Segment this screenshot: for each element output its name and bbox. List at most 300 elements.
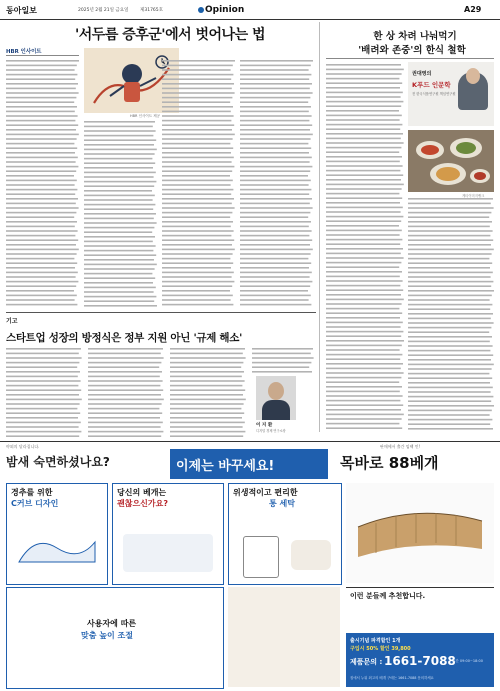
- text-line: [6, 435, 79, 437]
- text-line: [170, 385, 242, 387]
- text-line: [162, 170, 232, 172]
- text-line: [408, 276, 491, 278]
- ad-feature-1: [6, 483, 108, 585]
- text-line: [240, 180, 311, 182]
- text-line: [6, 230, 78, 232]
- text-line: [6, 244, 76, 246]
- text-line: [326, 184, 404, 186]
- text-line: [162, 111, 231, 113]
- text-line: [162, 124, 234, 126]
- text-line: [326, 395, 403, 397]
- text-line: [84, 139, 156, 141]
- text-line: [240, 83, 312, 85]
- text-line: [6, 207, 79, 209]
- text-line: [408, 382, 490, 384]
- text-line: [170, 403, 244, 405]
- text-line: [84, 245, 156, 247]
- text-line: [162, 216, 230, 218]
- text-line: [326, 128, 400, 130]
- text-line: [170, 417, 242, 419]
- text-line: [170, 371, 244, 373]
- section-label: Opinion: [205, 5, 245, 15]
- ad-feature-4-sub: 맞춤 높이 조절: [81, 631, 133, 640]
- text-line: [6, 235, 75, 237]
- text-line: [252, 353, 311, 355]
- text-line: [326, 427, 402, 429]
- text-line: [84, 153, 155, 155]
- text-line: [6, 431, 81, 433]
- text-line: [84, 222, 157, 224]
- text-line: [6, 253, 77, 255]
- text-line: [408, 262, 492, 264]
- ad-rule: [0, 441, 500, 442]
- text-line: [88, 366, 159, 368]
- text-line: [408, 373, 489, 375]
- text-line: [6, 212, 76, 214]
- text-line: [6, 249, 79, 251]
- text-line: [6, 290, 74, 292]
- text-line: [88, 353, 161, 355]
- text-line: [162, 138, 233, 140]
- contributor-name: 이 지 환: [256, 423, 273, 428]
- text-line: [162, 272, 234, 274]
- text-line: [326, 308, 399, 310]
- text-line: [162, 147, 233, 149]
- text-line: [326, 262, 401, 264]
- ad-lifestyle-image: [228, 587, 340, 687]
- issue-number: 제31765호: [140, 8, 164, 13]
- text-line: [326, 220, 401, 222]
- text-line: [326, 110, 399, 112]
- text-line: [162, 235, 231, 237]
- text-line: [326, 280, 403, 282]
- ad-feature-2-image: [123, 534, 213, 572]
- text-line: [6, 389, 81, 391]
- text-line: [240, 175, 308, 177]
- editorial-headline: '서두름 증후군'에서 벗어나는 법: [75, 27, 266, 43]
- illustration-caption: HBR 인사이트 제공: [130, 114, 160, 118]
- ad-product-box: [334, 449, 494, 479]
- text-line: [162, 65, 233, 67]
- text-line: [326, 418, 402, 420]
- text-line: [162, 276, 232, 278]
- ad-feature-3-title: 위생적이고 편리한: [233, 488, 298, 497]
- text-line: [240, 212, 310, 214]
- text-line: [84, 208, 153, 210]
- text-line: [326, 142, 404, 144]
- ad-banner: [170, 449, 328, 479]
- ad-recommend-box: [346, 587, 494, 630]
- text-line: [326, 381, 399, 383]
- ad-product-name: 목바로 88베개: [340, 454, 439, 472]
- text-line: [170, 394, 243, 396]
- text-line: [6, 348, 81, 350]
- text-line: [240, 226, 309, 228]
- text-line: [170, 412, 244, 414]
- text-line: [240, 124, 312, 126]
- text-line: [326, 423, 399, 425]
- text-line: [162, 83, 234, 85]
- text-line: [88, 422, 163, 424]
- text-line: [6, 362, 79, 364]
- text-line: [408, 345, 493, 347]
- text-line: [408, 336, 492, 338]
- ad-price-label: 출시기념 파격할인 1개: [350, 638, 401, 644]
- text-line: [240, 253, 311, 255]
- text-line: [240, 69, 309, 71]
- text-line: [326, 266, 399, 268]
- text-line: [408, 207, 494, 209]
- text-line: [162, 60, 235, 62]
- text-line: [170, 435, 243, 437]
- text-line: [408, 405, 494, 407]
- text-line: [326, 165, 403, 167]
- text-line: [6, 124, 78, 126]
- text-line: [326, 156, 402, 158]
- text-line: [408, 295, 492, 297]
- text-line: [84, 126, 153, 128]
- ad-feature-1-sub: C커브 디자인: [11, 499, 59, 508]
- ad-feature-3: [228, 483, 342, 585]
- text-line: [162, 290, 230, 292]
- text-line: [162, 230, 234, 232]
- text-line: [326, 257, 404, 259]
- text-line: [326, 386, 402, 388]
- text-line: [240, 189, 311, 191]
- text-line: [240, 244, 310, 246]
- text-line: [408, 414, 490, 416]
- text-line: [170, 353, 243, 355]
- text-line: [162, 198, 234, 200]
- text-line: [240, 198, 312, 200]
- text-line: [84, 158, 152, 160]
- text-line: [326, 96, 401, 98]
- text-line: [88, 376, 160, 378]
- right-author-title: K푸드 인문학: [412, 81, 451, 89]
- text-line: [408, 272, 493, 274]
- text-line: [326, 372, 404, 374]
- ad-footer: 집에서 누워 최고의 베개 구매는 1661-7088 문의하세요: [350, 676, 434, 680]
- text-line: [408, 322, 494, 324]
- text-line: [240, 152, 309, 154]
- text-line: [408, 400, 491, 402]
- text-line: [326, 285, 400, 287]
- text-line: [84, 167, 153, 169]
- text-line: [6, 422, 81, 424]
- text-line: [84, 264, 157, 266]
- text-line: [408, 313, 493, 315]
- text-line: [326, 211, 401, 213]
- text-line: [84, 305, 157, 307]
- text-line: [84, 250, 153, 252]
- text-line: [6, 357, 82, 359]
- text-line: [240, 290, 308, 292]
- text-line: [326, 82, 402, 84]
- text-line: [162, 249, 235, 251]
- text-line: [162, 166, 234, 168]
- text-line: [326, 197, 402, 199]
- text-line: [84, 149, 157, 151]
- text-line: [6, 74, 77, 76]
- text-line: [252, 357, 314, 359]
- text-line: [170, 366, 241, 368]
- text-line: [240, 143, 308, 145]
- text-line: [6, 166, 78, 168]
- text-line: [252, 348, 313, 350]
- text-line: [170, 422, 245, 424]
- text-line: [6, 366, 77, 368]
- text-line: [84, 259, 154, 261]
- text-line: [6, 412, 80, 414]
- text-line: [84, 172, 156, 174]
- issue-date: 2025년 2월 21일 금요일: [78, 8, 129, 13]
- text-line: [240, 276, 310, 278]
- text-line: [162, 129, 232, 131]
- text-line: [162, 152, 231, 154]
- newspaper-logo: 동아일보: [6, 5, 37, 15]
- text-line: [162, 106, 233, 108]
- text-line: [6, 143, 74, 145]
- text-line: [6, 380, 81, 382]
- text-line: [326, 248, 403, 250]
- text-line: [84, 218, 154, 220]
- text-line: [84, 181, 156, 183]
- ad-feature-3-sub: 통 세탁: [269, 499, 295, 508]
- text-line: [6, 184, 75, 186]
- text-line: [6, 170, 76, 172]
- text-line: [240, 74, 311, 76]
- text-line: [240, 207, 313, 209]
- right-author-name: 권대영의: [412, 71, 432, 77]
- text-line: [326, 271, 402, 273]
- text-line: [6, 157, 78, 159]
- text-line: [326, 414, 404, 416]
- text-line: [170, 431, 245, 433]
- text-line: [252, 362, 311, 364]
- text-line: [326, 322, 403, 324]
- text-line: [6, 198, 78, 200]
- text-line: [408, 419, 492, 421]
- text-line: [408, 299, 490, 301]
- text-line: [326, 409, 401, 411]
- text-line: [6, 134, 79, 136]
- text-line: [240, 184, 309, 186]
- text-line: [84, 185, 154, 187]
- text-line: [326, 354, 402, 356]
- text-line: [170, 389, 245, 391]
- text-line: [6, 239, 78, 241]
- text-line: [84, 287, 156, 289]
- text-line: [240, 101, 308, 103]
- text-line: [408, 221, 492, 223]
- text-line: [326, 243, 400, 245]
- ad-feature-1-title: 경추를 위한: [11, 488, 53, 497]
- text-line: [162, 258, 230, 260]
- text-line: [84, 300, 154, 302]
- contribution-tag: 기고: [6, 318, 18, 325]
- text-line: [326, 234, 400, 236]
- text-line: [408, 364, 494, 366]
- text-line: [326, 404, 403, 406]
- text-line: [408, 308, 490, 310]
- text-line: [88, 403, 162, 405]
- text-line: [240, 157, 312, 159]
- right-headline-line2: '배려와 존중'의 한식 철학: [358, 45, 466, 56]
- text-line: [408, 226, 490, 228]
- text-line: [84, 135, 153, 137]
- text-line: [88, 435, 161, 437]
- washing-machine-icon: [243, 536, 279, 578]
- text-line: [408, 387, 493, 389]
- ad-phone[interactable]: 1661-7088: [384, 654, 456, 668]
- text-line: [240, 239, 312, 241]
- text-line: [84, 282, 153, 284]
- text-line: [408, 396, 493, 398]
- ad-top-left: 야외의 달라집니다.: [6, 444, 40, 449]
- text-line: [162, 207, 235, 209]
- text-line: [84, 204, 155, 206]
- page-number: A29: [464, 5, 482, 14]
- text-line: [326, 69, 404, 71]
- text-line: [6, 83, 78, 85]
- text-line: [6, 376, 78, 378]
- text-line: [326, 151, 399, 153]
- text-line: [408, 244, 491, 246]
- text-line: [162, 115, 234, 117]
- text-line: [240, 272, 312, 274]
- text-line: [326, 124, 402, 126]
- text-line: [6, 152, 75, 154]
- ad-feature-2-title: 당신의 베개는: [117, 488, 167, 497]
- text-line: [6, 276, 76, 278]
- text-line: [162, 161, 232, 163]
- text-line: [6, 295, 77, 297]
- text-line: [240, 60, 313, 62]
- text-line: [326, 188, 402, 190]
- text-line: [240, 295, 311, 297]
- text-line: [326, 179, 401, 181]
- text-line: [162, 253, 233, 255]
- text-line: [6, 426, 79, 428]
- text-line: [88, 385, 160, 387]
- text-line: [240, 111, 309, 113]
- text-line: [326, 303, 402, 305]
- text-line: [6, 262, 77, 264]
- text-line: [326, 253, 401, 255]
- text-line: [6, 60, 79, 62]
- text-line: [162, 244, 232, 246]
- text-line: [6, 138, 77, 140]
- text-line: [84, 130, 156, 132]
- text-line: [326, 230, 402, 232]
- text-line: [326, 289, 403, 291]
- text-line: [326, 119, 400, 121]
- text-line: [326, 92, 403, 94]
- text-line: [170, 376, 242, 378]
- text-line: [326, 335, 401, 337]
- text-line: [84, 254, 156, 256]
- text-line: [84, 176, 154, 178]
- text-line: [162, 193, 231, 195]
- food-photo-caption: 게티이미지뱅크: [462, 194, 485, 198]
- text-line: [84, 195, 155, 197]
- text-line: [88, 394, 161, 396]
- text-line: [84, 121, 155, 123]
- text-line: [240, 249, 313, 251]
- text-line: [408, 203, 491, 205]
- text-line: [170, 348, 245, 350]
- text-line: [162, 120, 231, 122]
- text-line: [170, 380, 245, 382]
- text-line: [240, 134, 313, 136]
- text-line: [240, 166, 312, 168]
- text-line: [6, 216, 74, 218]
- text-line: [240, 129, 310, 131]
- text-line: [84, 144, 154, 146]
- text-line: [408, 267, 490, 269]
- ad-feature-4: [6, 587, 224, 689]
- ad-product-image: [346, 483, 494, 583]
- text-line: [240, 281, 312, 283]
- text-line: [240, 267, 309, 269]
- pillow-curve-icon: [15, 528, 99, 568]
- text-line: [240, 221, 311, 223]
- text-line: [162, 295, 233, 297]
- text-line: [162, 101, 230, 103]
- text-line: [6, 92, 79, 94]
- text-line: [88, 357, 164, 359]
- ad-recommend-title: 이런 분들께 추천합니다.: [350, 592, 426, 600]
- text-line: [408, 230, 493, 232]
- text-line: [6, 180, 77, 182]
- text-line: [84, 199, 153, 201]
- text-line: [84, 268, 155, 270]
- text-line: [6, 147, 77, 149]
- text-line: [240, 147, 311, 149]
- text-line: [408, 285, 491, 287]
- text-line: [6, 267, 75, 269]
- text-line: [6, 226, 75, 228]
- ad-feature-2: [112, 483, 224, 585]
- text-line: [240, 304, 311, 306]
- ad-question: 밤새 숙면하셨나요?: [6, 455, 110, 469]
- text-line: [326, 363, 403, 365]
- text-line: [6, 408, 77, 410]
- text-line: [240, 106, 311, 108]
- text-line: [6, 399, 82, 401]
- text-line: [88, 417, 160, 419]
- text-line: [162, 180, 233, 182]
- text-line: [326, 161, 400, 163]
- ad-feature-4-title: 사용자에 따른: [87, 619, 137, 628]
- text-line: [6, 111, 75, 113]
- text-line: [84, 273, 152, 275]
- text-line: [84, 277, 155, 279]
- text-line: [240, 170, 310, 172]
- text-line: [326, 216, 403, 218]
- text-line: [326, 340, 404, 342]
- text-line: [162, 78, 231, 80]
- text-line: [326, 391, 400, 393]
- ad-question-box: [6, 451, 166, 479]
- text-line: [170, 399, 246, 401]
- text-line: [326, 239, 402, 241]
- text-line: [240, 203, 310, 205]
- text-line: [6, 189, 77, 191]
- text-line: [326, 400, 400, 402]
- text-line: [408, 235, 490, 237]
- text-line: [326, 225, 399, 227]
